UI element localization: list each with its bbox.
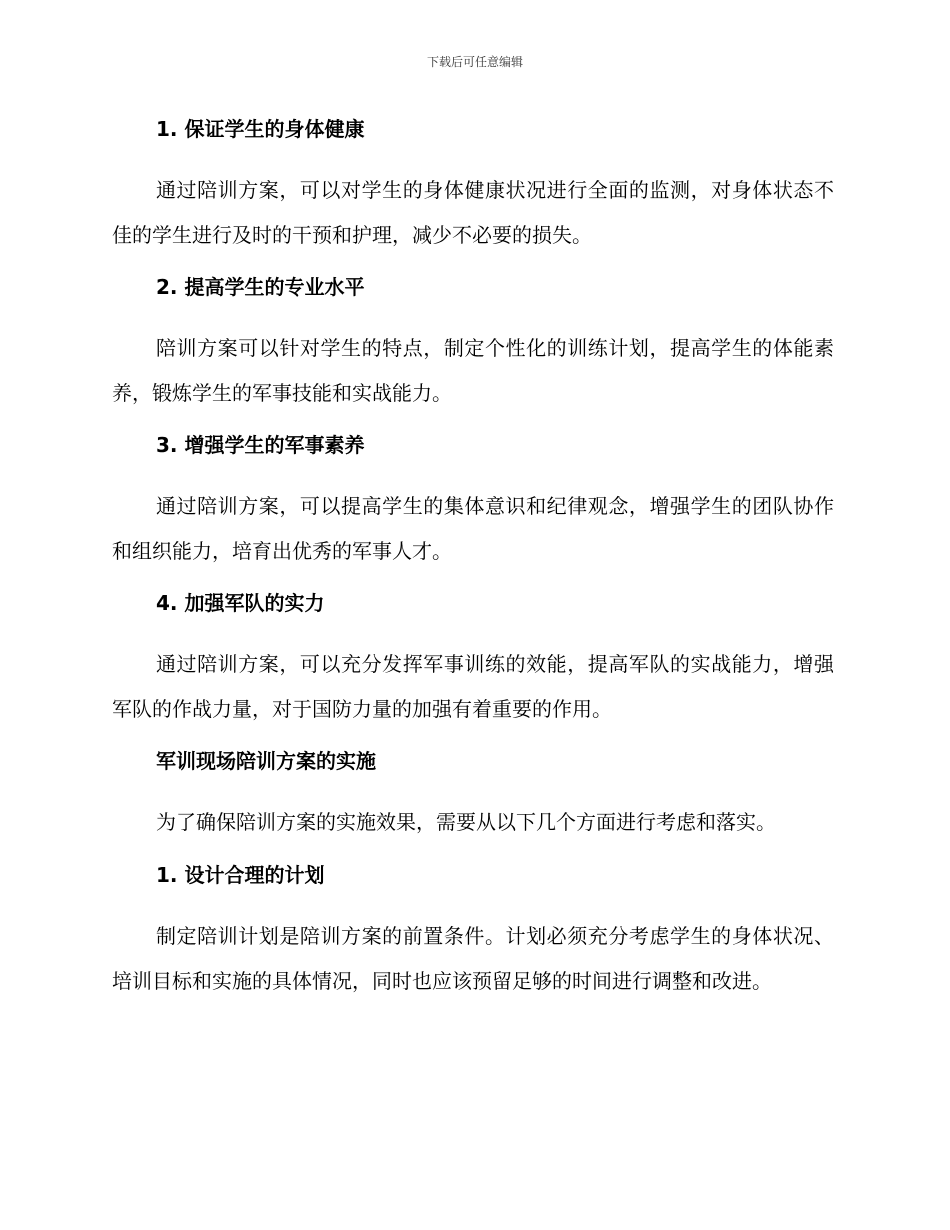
section-heading: 3. 增强学生的军事素养 xyxy=(156,433,365,457)
section-heading: 4. 加强军队的实力 xyxy=(156,591,325,615)
section-paragraph: 通过陪训方案，可以对学生的身体健康状况进行全面的监测，对身体状态不佳的学生进行及时的干预和护理，减少不必要的损失。 xyxy=(112,178,834,247)
section-heading: 军训现场陪训方案的实施 xyxy=(156,749,376,773)
document-body xyxy=(112,112,834,1016)
section-paragraph: 通过陪训方案，可以充分发挥军事训练的效能，提高军队的实战能力，增强军队的作战力量，对于国防力量的加强有着重要的作用。 xyxy=(112,652,834,721)
section-heading: 1. 保证学生的身体健康 xyxy=(156,117,365,141)
section-heading: 1. 设计合理的计划 xyxy=(156,863,325,887)
section-paragraph: 制定陪训计划是陪训方案的前置条件。计划必须充分考虑学生的身体状况、培训目标和实施的具体情况，同时也应该预留足够的时间进行调整和改进。 xyxy=(112,924,834,993)
section-heading: 2. 提高学生的专业水平 xyxy=(156,275,365,299)
section-paragraph: 为了确保陪训方案的实施效果，需要从以下几个方面进行考虑和落实。 xyxy=(156,810,776,834)
page-header: 下载后可任意编辑 xyxy=(426,55,523,69)
section-paragraph: 通过陪训方案，可以提高学生的集体意识和纪律观念，增强学生的团队协作和组织能力，培育出优秀的军事人才。 xyxy=(112,494,834,563)
section-paragraph: 陪训方案可以针对学生的特点，制定个性化的训练计划，提高学生的体能素养，锻炼学生的军事技能和实战能力。 xyxy=(112,336,834,405)
